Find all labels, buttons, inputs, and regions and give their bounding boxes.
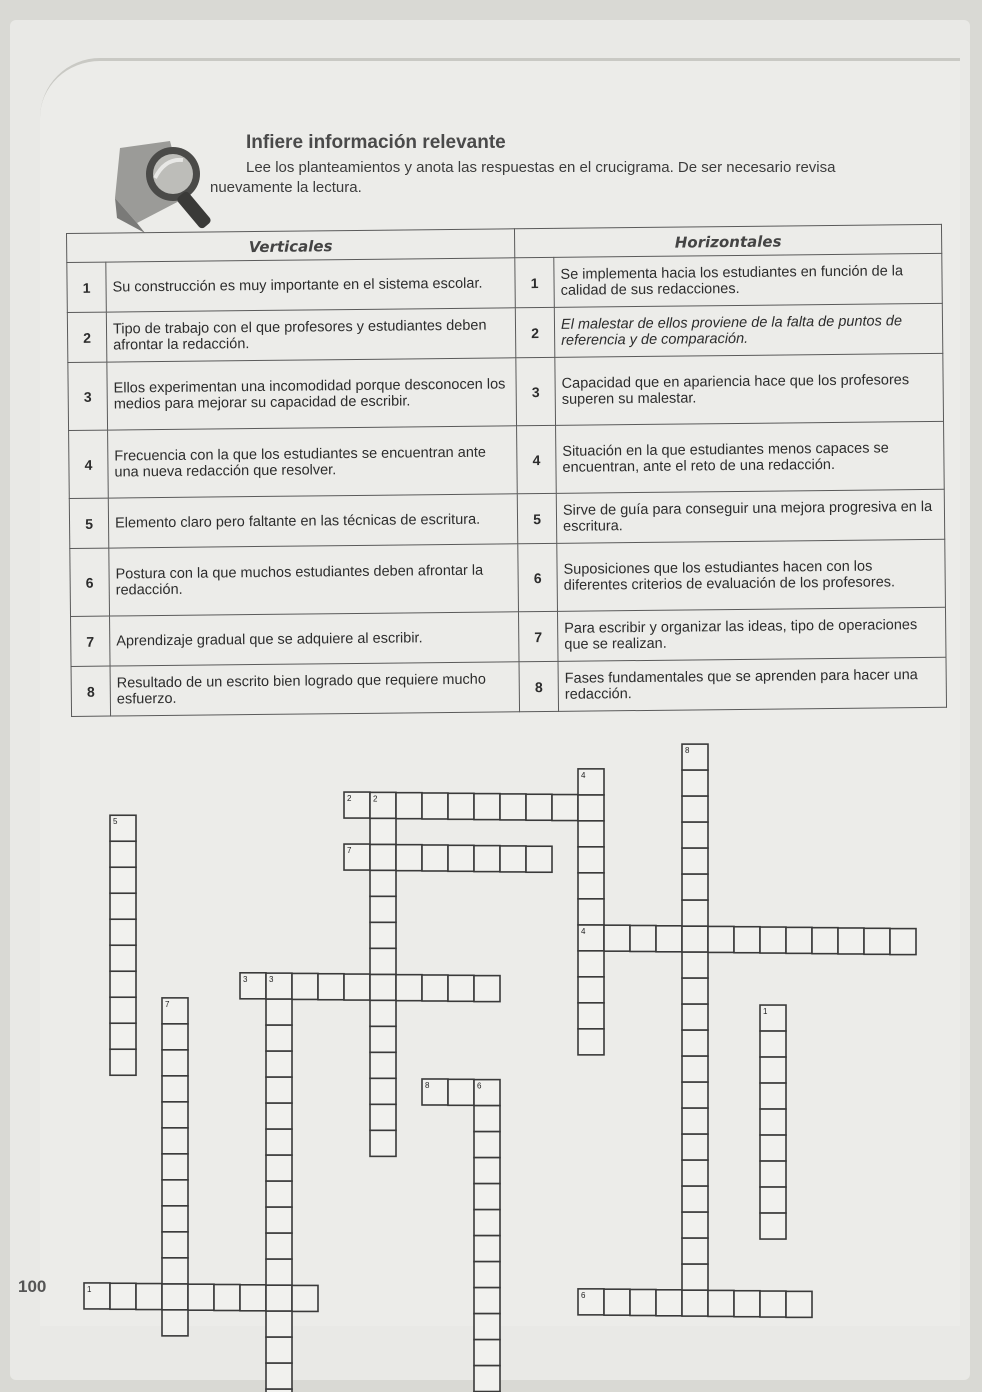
crossword-cell[interactable] xyxy=(760,1187,786,1213)
horizontal-clue-number: 4 xyxy=(517,425,557,493)
crossword-cell[interactable] xyxy=(682,952,708,978)
crossword-cell[interactable] xyxy=(344,974,370,1000)
crossword-cell[interactable] xyxy=(266,1311,292,1337)
vertical-clue-text: Elemento claro pero faltante en las técnicas de escritura. xyxy=(108,494,518,548)
crossword-cell[interactable] xyxy=(578,821,604,847)
crossword-cell[interactable] xyxy=(266,1337,292,1363)
crossword-cell[interactable] xyxy=(370,1052,396,1078)
crossword-clue-number: 2 xyxy=(347,794,352,804)
crossword-cell[interactable] xyxy=(760,1161,786,1187)
crossword-cell[interactable] xyxy=(682,1134,708,1160)
crossword-cell[interactable] xyxy=(474,1366,500,1392)
crossword-cell[interactable] xyxy=(240,1285,266,1311)
vertical-clue-text: Tipo de trabajo con el que profesores y estudiantes deben afrontar la redacción. xyxy=(106,308,516,362)
crossword-cell[interactable] xyxy=(760,1031,786,1057)
crossword-cell[interactable] xyxy=(760,1109,786,1135)
crossword-cell[interactable] xyxy=(734,1291,760,1317)
crossword-cell[interactable] xyxy=(188,1284,214,1310)
horizontales-header: Horizontales xyxy=(515,224,942,257)
crossword-cell[interactable] xyxy=(682,796,708,822)
horizontal-clue-number: 3 xyxy=(516,357,556,425)
crossword-cell[interactable] xyxy=(578,1029,604,1055)
crossword-cell[interactable] xyxy=(110,1283,136,1309)
crossword-cell[interactable] xyxy=(370,844,396,870)
crossword-cell[interactable] xyxy=(630,925,656,951)
vertical-clue-number: 1 xyxy=(67,262,107,312)
crossword-cell[interactable] xyxy=(760,1291,786,1317)
crossword-clue-number: 5 xyxy=(113,817,118,827)
crossword-cell[interactable] xyxy=(266,1129,292,1155)
crossword-cell[interactable] xyxy=(474,1184,500,1210)
crossword-cell[interactable] xyxy=(578,977,604,1003)
crossword-cell[interactable] xyxy=(162,1076,188,1102)
crossword-cell[interactable] xyxy=(500,794,526,820)
horizontal-clue-text: Para escribir y organizar las ideas, tipo de operaciones que se realizan. xyxy=(558,607,946,661)
crossword-cell[interactable] xyxy=(656,1290,682,1316)
crossword-cell[interactable] xyxy=(110,945,136,971)
crossword-cell[interactable] xyxy=(474,1262,500,1288)
crossword-cell[interactable] xyxy=(682,1030,708,1056)
crossword-cell[interactable] xyxy=(474,846,500,872)
crossword-cell[interactable] xyxy=(370,1026,396,1052)
crossword-cell[interactable] xyxy=(578,795,604,821)
crossword-cell[interactable] xyxy=(682,1290,708,1316)
crossword-cell[interactable] xyxy=(266,1363,292,1389)
crossword-cell[interactable] xyxy=(682,1186,708,1212)
instructions-text: Lee los planteamientos y anota las respuestas en el crucigrama. De ser necesario revisa nuevamente la lectura. xyxy=(210,159,836,196)
horizontal-clue-number: 8 xyxy=(519,661,559,711)
crossword-cell[interactable] xyxy=(682,1212,708,1238)
vertical-clue-text: Aprendizaje gradual que se adquiere al escribir. xyxy=(110,612,520,666)
crossword-cell[interactable] xyxy=(422,793,448,819)
crossword-cell[interactable] xyxy=(370,1104,396,1130)
crossword-cell[interactable] xyxy=(734,927,760,953)
vertical-clue-number: 6 xyxy=(70,548,110,616)
crossword-cell[interactable] xyxy=(474,1314,500,1340)
crossword-cell[interactable] xyxy=(604,1289,630,1315)
horizontal-clue-text: Se implementa hacia los estudiantes en función de la calidad de sus redacciones. xyxy=(554,253,942,307)
crossword-cell[interactable] xyxy=(682,1108,708,1134)
vertical-clue-number: 3 xyxy=(68,362,108,430)
crossword-cell[interactable] xyxy=(474,794,500,820)
page-number: 100 xyxy=(18,1277,47,1296)
crossword-cell[interactable] xyxy=(812,928,838,954)
crossword-cell[interactable] xyxy=(526,794,552,820)
crossword-clue-number: 3 xyxy=(243,974,248,984)
crossword-cell[interactable] xyxy=(318,974,344,1000)
horizontal-clue-text: Suposiciones que los estudiantes hacen con los diferentes criterios de evaluación de los profesores. xyxy=(557,539,946,611)
crossword-cell[interactable] xyxy=(474,1236,500,1262)
crossword-cell[interactable] xyxy=(266,1233,292,1259)
crossword-cell[interactable] xyxy=(370,818,396,844)
crossword-cell[interactable] xyxy=(266,1025,292,1051)
horizontal-clue-text: Capacidad que en apariencia hace que los profesores superen su malestar. xyxy=(555,353,944,425)
crossword-cell[interactable] xyxy=(266,1285,292,1311)
crossword-clue-number: 2 xyxy=(373,794,378,804)
crossword-cell[interactable] xyxy=(578,1003,604,1029)
horizontal-clue-text: Fases fundamentales que se aprenden para hacer una redacción. xyxy=(558,657,946,711)
crossword-cell[interactable] xyxy=(708,1290,734,1316)
section-title: Infiere información relevante xyxy=(246,132,506,153)
crossword-cell[interactable] xyxy=(370,948,396,974)
crossword-cell[interactable] xyxy=(110,867,136,893)
crossword-cell[interactable] xyxy=(682,1238,708,1264)
crossword-cell[interactable] xyxy=(682,1004,708,1030)
crossword-cell[interactable] xyxy=(162,1232,188,1258)
crossword-clue-number: 7 xyxy=(165,999,170,1009)
horizontal-clue-text: Situación en la que estudiantes menos capaces se encuentran, ante el reto de una redacción. xyxy=(556,421,945,493)
crossword-cell[interactable] xyxy=(604,925,630,951)
crossword-cell[interactable] xyxy=(162,1102,188,1128)
crossword-cell[interactable] xyxy=(396,793,422,819)
crossword-cell[interactable] xyxy=(760,1213,786,1239)
crossword-cell[interactable] xyxy=(864,928,890,954)
crossword-cell[interactable] xyxy=(266,1259,292,1285)
crossword-cell[interactable] xyxy=(110,997,136,1023)
crossword-cell[interactable] xyxy=(110,841,136,867)
horizontal-clue-text: Sirve de guía para conseguir una mejora progresiva en la escritura. xyxy=(556,489,944,543)
crossword-cell[interactable] xyxy=(578,847,604,873)
vertical-clue-number: 7 xyxy=(71,616,111,666)
vertical-clue-number: 5 xyxy=(69,498,109,548)
crossword-cell[interactable] xyxy=(370,896,396,922)
crossword-clue-number: 4 xyxy=(581,926,586,936)
crossword-cell[interactable] xyxy=(396,975,422,1001)
horizontal-clue-number: 1 xyxy=(515,257,555,307)
crossword-cell[interactable] xyxy=(110,1023,136,1049)
horizontal-clue-text: El malestar de ellos proviene de la falta de puntos de referencia y de comparación. xyxy=(554,303,942,357)
vertical-clue-text: Su construcción es muy importante en el sistema escolar. xyxy=(106,258,516,312)
crossword-cell[interactable] xyxy=(708,926,734,952)
crossword-cell[interactable] xyxy=(474,1210,500,1236)
crossword-cell[interactable] xyxy=(656,926,682,952)
crossword-cell[interactable] xyxy=(396,845,422,871)
horizontal-clue-number: 7 xyxy=(519,611,559,661)
crossword-cell[interactable] xyxy=(760,1057,786,1083)
horizontal-clue-number: 5 xyxy=(517,493,557,543)
crossword-cell[interactable] xyxy=(266,1155,292,1181)
crossword-cell[interactable] xyxy=(682,1056,708,1082)
crossword-cell[interactable] xyxy=(266,1051,292,1077)
crossword-clue-number: 6 xyxy=(477,1081,482,1091)
vertical-clue-text: Frecuencia con la que los estudiantes se encuentran ante una nueva redacción que resolver. xyxy=(108,426,518,498)
crossword-cell[interactable] xyxy=(162,1206,188,1232)
crossword-cell[interactable] xyxy=(682,1082,708,1108)
crossword-clue-number: 6 xyxy=(581,1290,586,1300)
crossword-cell[interactable] xyxy=(162,1180,188,1206)
horizontal-clue-number: 2 xyxy=(515,307,555,357)
crossword-cell[interactable] xyxy=(266,1207,292,1233)
crossword-cell[interactable] xyxy=(162,1024,188,1050)
crossword-cell[interactable] xyxy=(682,848,708,874)
crossword-cell[interactable] xyxy=(292,973,318,999)
crossword-cell[interactable] xyxy=(292,1285,318,1311)
crossword-cell[interactable] xyxy=(474,1106,500,1132)
crossword-cell[interactable] xyxy=(474,1288,500,1314)
crossword-cell[interactable] xyxy=(474,1340,500,1366)
crossword-cell[interactable] xyxy=(162,1050,188,1076)
crossword-cell[interactable] xyxy=(552,795,578,821)
crossword-cell[interactable] xyxy=(162,1310,188,1336)
crossword-cell[interactable] xyxy=(474,976,500,1002)
crossword-cell[interactable] xyxy=(682,926,708,952)
crossword-cell[interactable] xyxy=(370,922,396,948)
crossword-cell[interactable] xyxy=(578,899,604,925)
crossword-cell[interactable] xyxy=(266,999,292,1025)
crossword-cell[interactable] xyxy=(786,1291,812,1317)
crossword-cell[interactable] xyxy=(682,770,708,796)
crossword-cell[interactable] xyxy=(682,1264,708,1290)
crossword-cell[interactable] xyxy=(630,1289,656,1315)
vertical-clue-text: Postura con la que muchos estudiantes deben afrontar la redacción. xyxy=(109,544,519,616)
crossword-cell[interactable] xyxy=(370,974,396,1000)
crossword-cell[interactable] xyxy=(110,919,136,945)
vertical-clue-number: 8 xyxy=(71,666,111,716)
horizontal-clue-number: 6 xyxy=(518,543,558,611)
crossword-cell[interactable] xyxy=(162,1154,188,1180)
crossword-cell[interactable] xyxy=(162,1258,188,1284)
crossword-cell[interactable] xyxy=(682,1160,708,1186)
crossword-cell[interactable] xyxy=(162,1284,188,1310)
crossword-cell[interactable] xyxy=(370,1078,396,1104)
crossword-clue-number: 1 xyxy=(763,1007,768,1017)
vertical-clue-number: 2 xyxy=(67,312,107,362)
crossword-cell[interactable] xyxy=(162,1128,188,1154)
crossword-cell[interactable] xyxy=(422,845,448,871)
crossword-cell[interactable] xyxy=(110,1049,136,1075)
crossword-cell[interactable] xyxy=(500,846,526,872)
crossword-cell[interactable] xyxy=(266,1077,292,1103)
crossword-clue-number: 8 xyxy=(685,746,690,756)
crossword-cell[interactable] xyxy=(448,793,474,819)
crossword-cell[interactable] xyxy=(890,929,916,955)
crossword-cell[interactable] xyxy=(448,845,474,871)
crossword-clue-number: 4 xyxy=(581,770,586,780)
crossword-cell[interactable] xyxy=(682,822,708,848)
vertical-clue-text: Ellos experimentan una incomodidad porque desconocen los medios para mejorar su capacidad de escribir. xyxy=(107,358,517,430)
crossword-cell[interactable] xyxy=(370,1000,396,1026)
crossword-clue-number: 1 xyxy=(87,1284,92,1294)
crossword-clue-number: 3 xyxy=(269,975,274,985)
crossword-cell[interactable] xyxy=(474,1158,500,1184)
crossword-clue-number: 7 xyxy=(347,846,352,856)
crossword-cell[interactable] xyxy=(526,846,552,872)
crossword-cell[interactable] xyxy=(760,1083,786,1109)
crossword-cell[interactable] xyxy=(370,1130,396,1156)
vertical-clue-number: 4 xyxy=(69,430,109,498)
crossword-cell[interactable] xyxy=(682,874,708,900)
crossword-cell[interactable] xyxy=(266,1181,292,1207)
crossword-cell[interactable] xyxy=(422,975,448,1001)
crossword-cell[interactable] xyxy=(448,975,474,1001)
crossword-cell[interactable] xyxy=(110,971,136,997)
crossword-cell[interactable] xyxy=(578,873,604,899)
crossword-cell[interactable] xyxy=(838,928,864,954)
crossword-cell[interactable] xyxy=(110,893,136,919)
crossword-cell[interactable] xyxy=(682,900,708,926)
verticales-header: Verticales xyxy=(67,229,515,263)
crossword-clue-number: 8 xyxy=(425,1080,430,1090)
crossword-cell[interactable] xyxy=(448,1079,474,1105)
crossword-cell[interactable] xyxy=(370,870,396,896)
crossword-cell[interactable] xyxy=(474,1132,500,1158)
vertical-clue-text: Resultado de un escrito bien logrado que requiere mucho esfuerzo. xyxy=(110,662,520,716)
crossword-cell[interactable] xyxy=(578,951,604,977)
crossword-cell[interactable] xyxy=(214,1284,240,1310)
crossword-cell[interactable] xyxy=(760,927,786,953)
crossword-cell[interactable] xyxy=(786,927,812,953)
crossword-cell[interactable] xyxy=(136,1284,162,1310)
crossword-cell[interactable] xyxy=(266,1103,292,1129)
crossword-cell[interactable] xyxy=(682,978,708,1004)
crossword-cell[interactable] xyxy=(760,1135,786,1161)
